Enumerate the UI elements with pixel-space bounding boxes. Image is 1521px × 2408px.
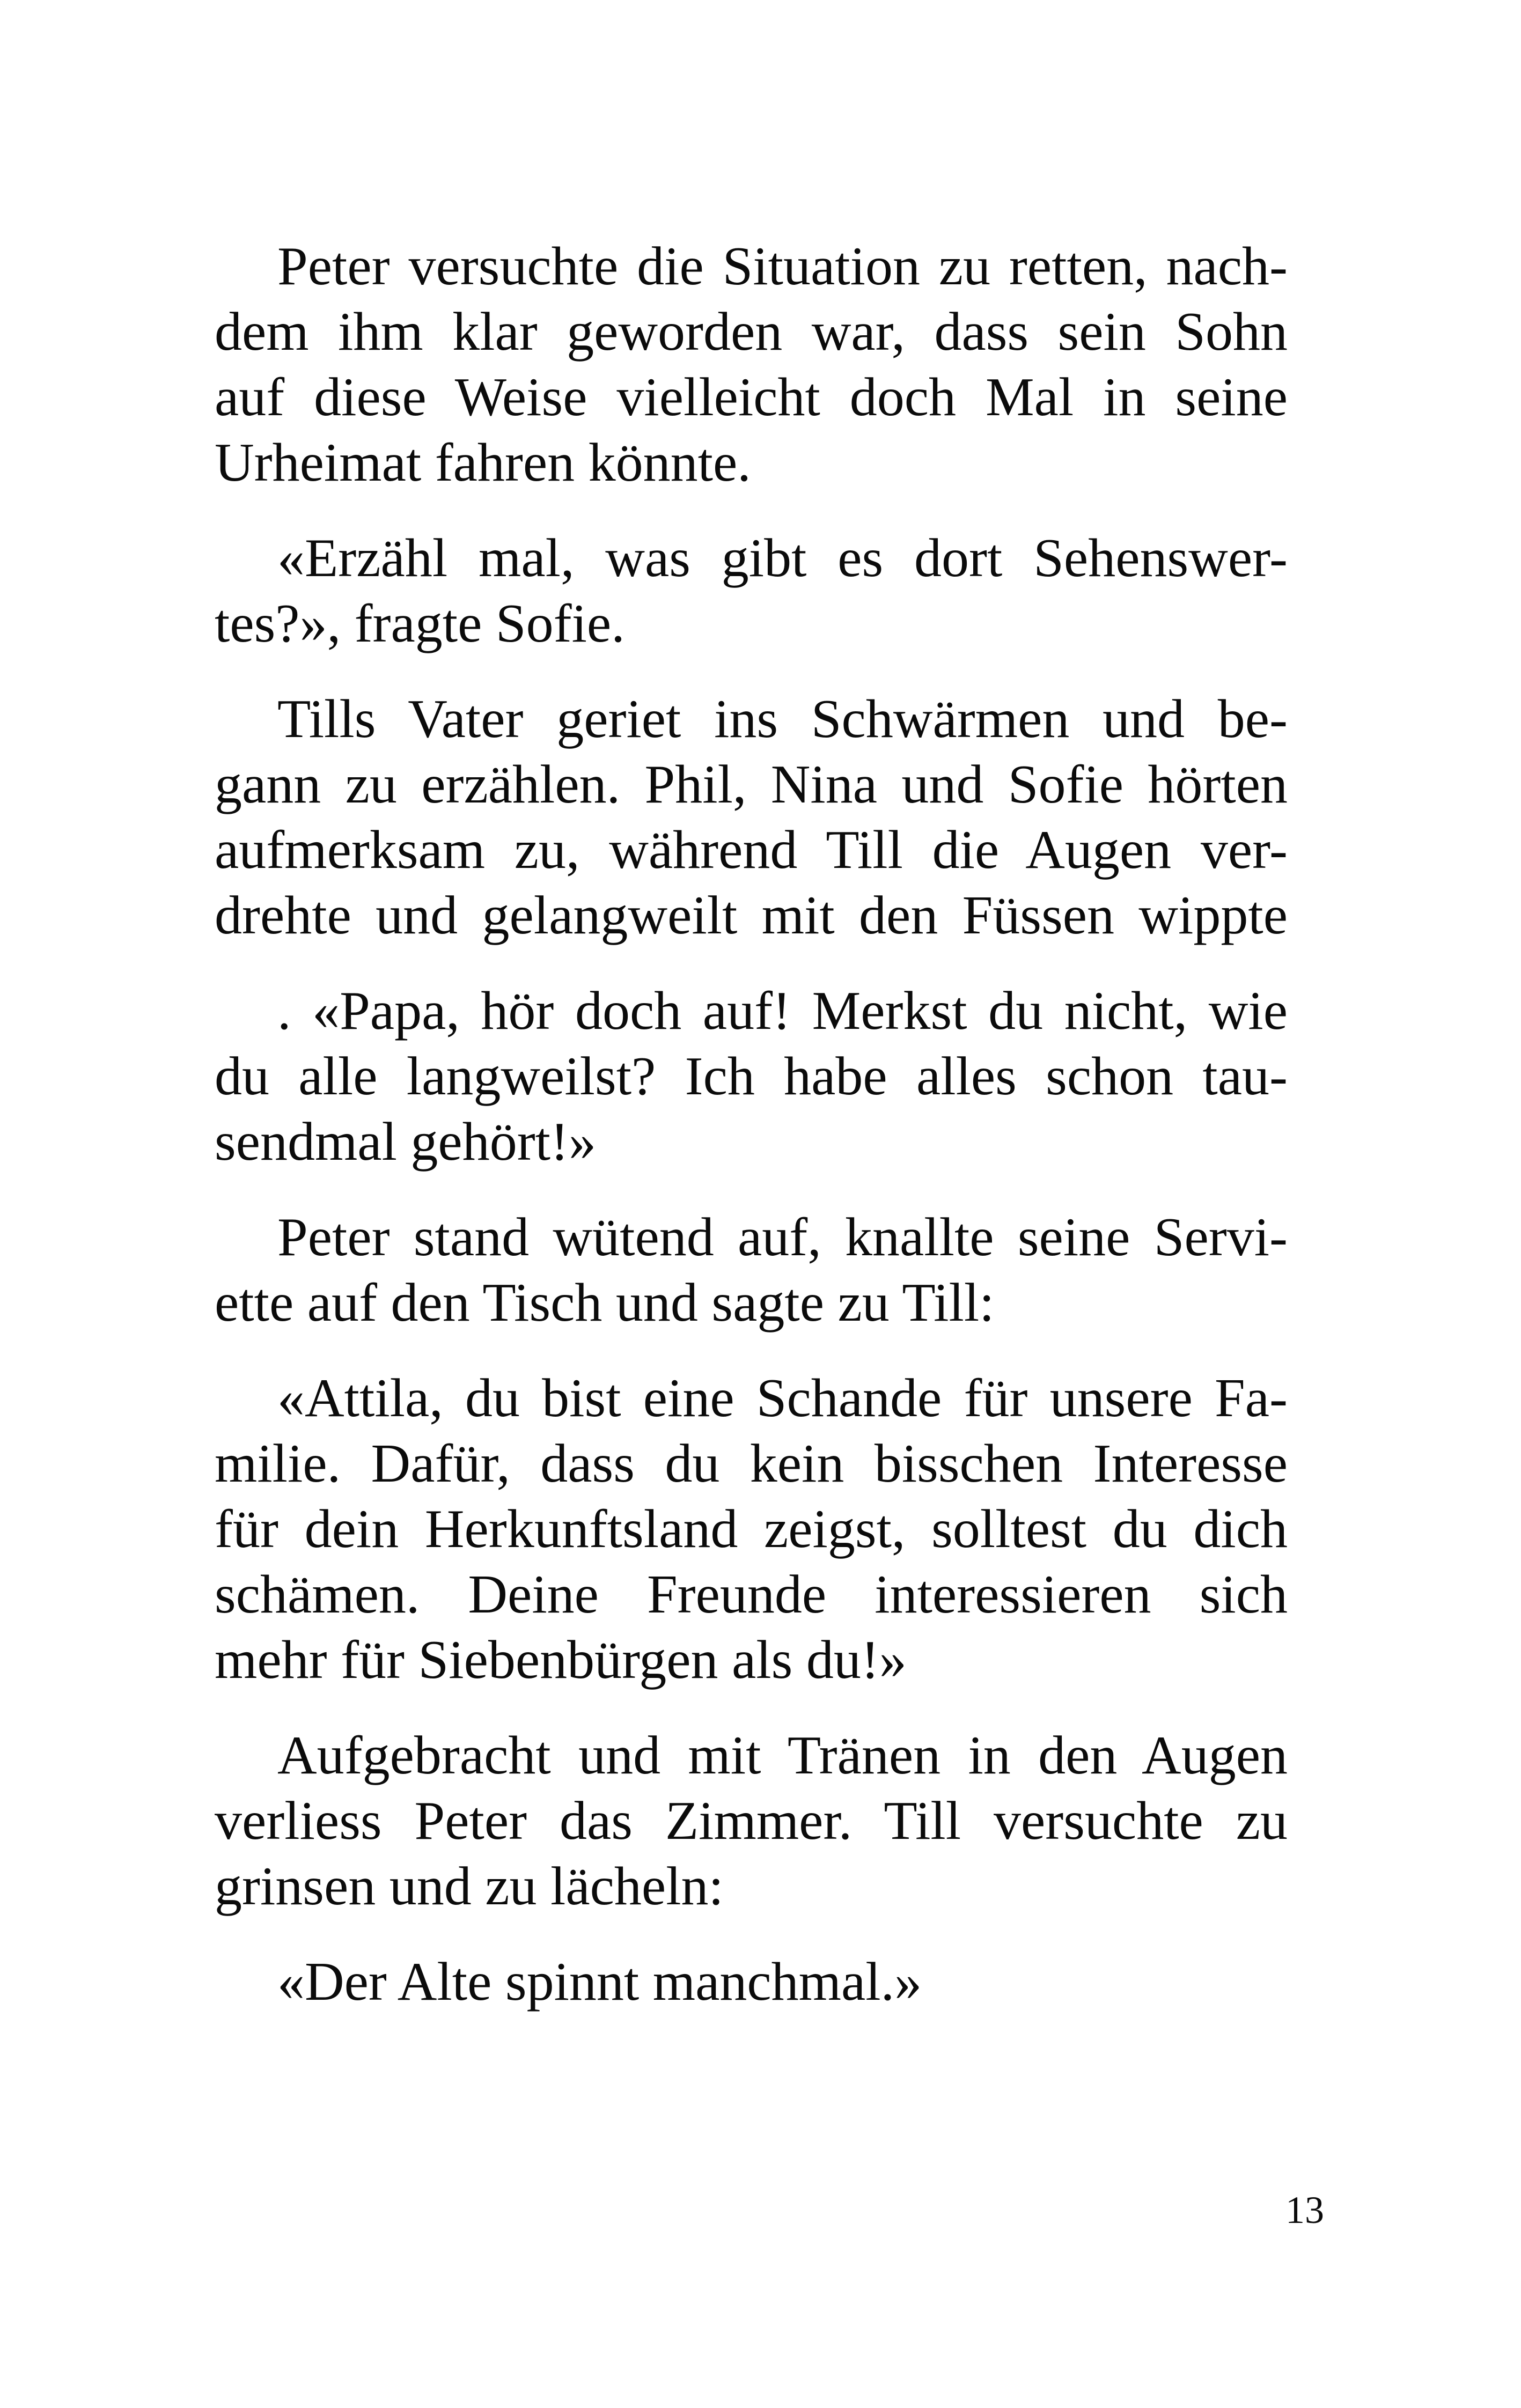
text-line: gann zu erzählen. Phil, Nina und Sofie hörten [215,754,1288,815]
text-line: ette auf den Tisch und sagte zu Till: [215,1272,995,1333]
text-line: mehr für Siebenbürgen als du!» [215,1630,907,1690]
text-line: Tills Vater geriet ins Schwärmen und be- [277,689,1288,749]
text-line: «Erzähl mal, was gibt es dort Sehenswer- [277,528,1288,588]
paragraph [215,1366,1288,1693]
paragraph [215,1723,1288,1919]
text-line: «Der Alte spinnt manchmal.» [277,1952,922,2012]
paragraph [215,234,1288,496]
text-line: für dein Herkunftsland zeigst, solltest du dich [215,1499,1288,1559]
paragraph [215,526,1288,657]
text-line: Peter versuchte die Situation zu retten, nach- [277,236,1288,297]
text-line: verliess Peter das Zimmer. Till versuchte zu [215,1791,1288,1851]
text-line: Peter stand wütend auf, knallte seine Servi- [277,1207,1288,1268]
paragraph [215,1205,1288,1336]
page-number: 13 [1285,2189,1324,2232]
paragraph [215,687,1288,948]
text-line: aufmerksam zu, während Till die Augen ver- [215,820,1288,880]
text-line: tes?», fragte Sofie. [215,593,625,654]
text-line: du alle langweilst? Ich habe alles schon tau- [215,1046,1288,1107]
text-line: auf diese Weise vielleicht doch Mal in seine [215,367,1288,428]
paragraph [215,1949,1288,2015]
text-line: «Attila, du bist eine Schande für unsere Fa- [277,1368,1288,1428]
body-text [215,234,1288,2045]
text-line: milie. Dafür, dass du kein bisschen Interesse [215,1433,1288,1494]
text-line: grinsen und zu lächeln: [215,1856,724,1917]
text-line: . «Papa, hör doch auf! Merkst du nicht, wie [277,981,1288,1041]
text-line: drehte und gelangweilt mit den Füssen wippte [215,885,1288,946]
text-line: Aufgebracht und mit Tränen in den Augen [277,1725,1288,1786]
text-line: schämen. Deine Freunde interessieren sich [215,1564,1288,1625]
text-line: dem ihm klar geworden war, dass sein Sohn [215,301,1288,362]
paragraph [215,978,1288,1175]
text-line: sendmal gehört!» [215,1111,596,1172]
text-line: Urheimat fahren könnte. [215,432,751,493]
